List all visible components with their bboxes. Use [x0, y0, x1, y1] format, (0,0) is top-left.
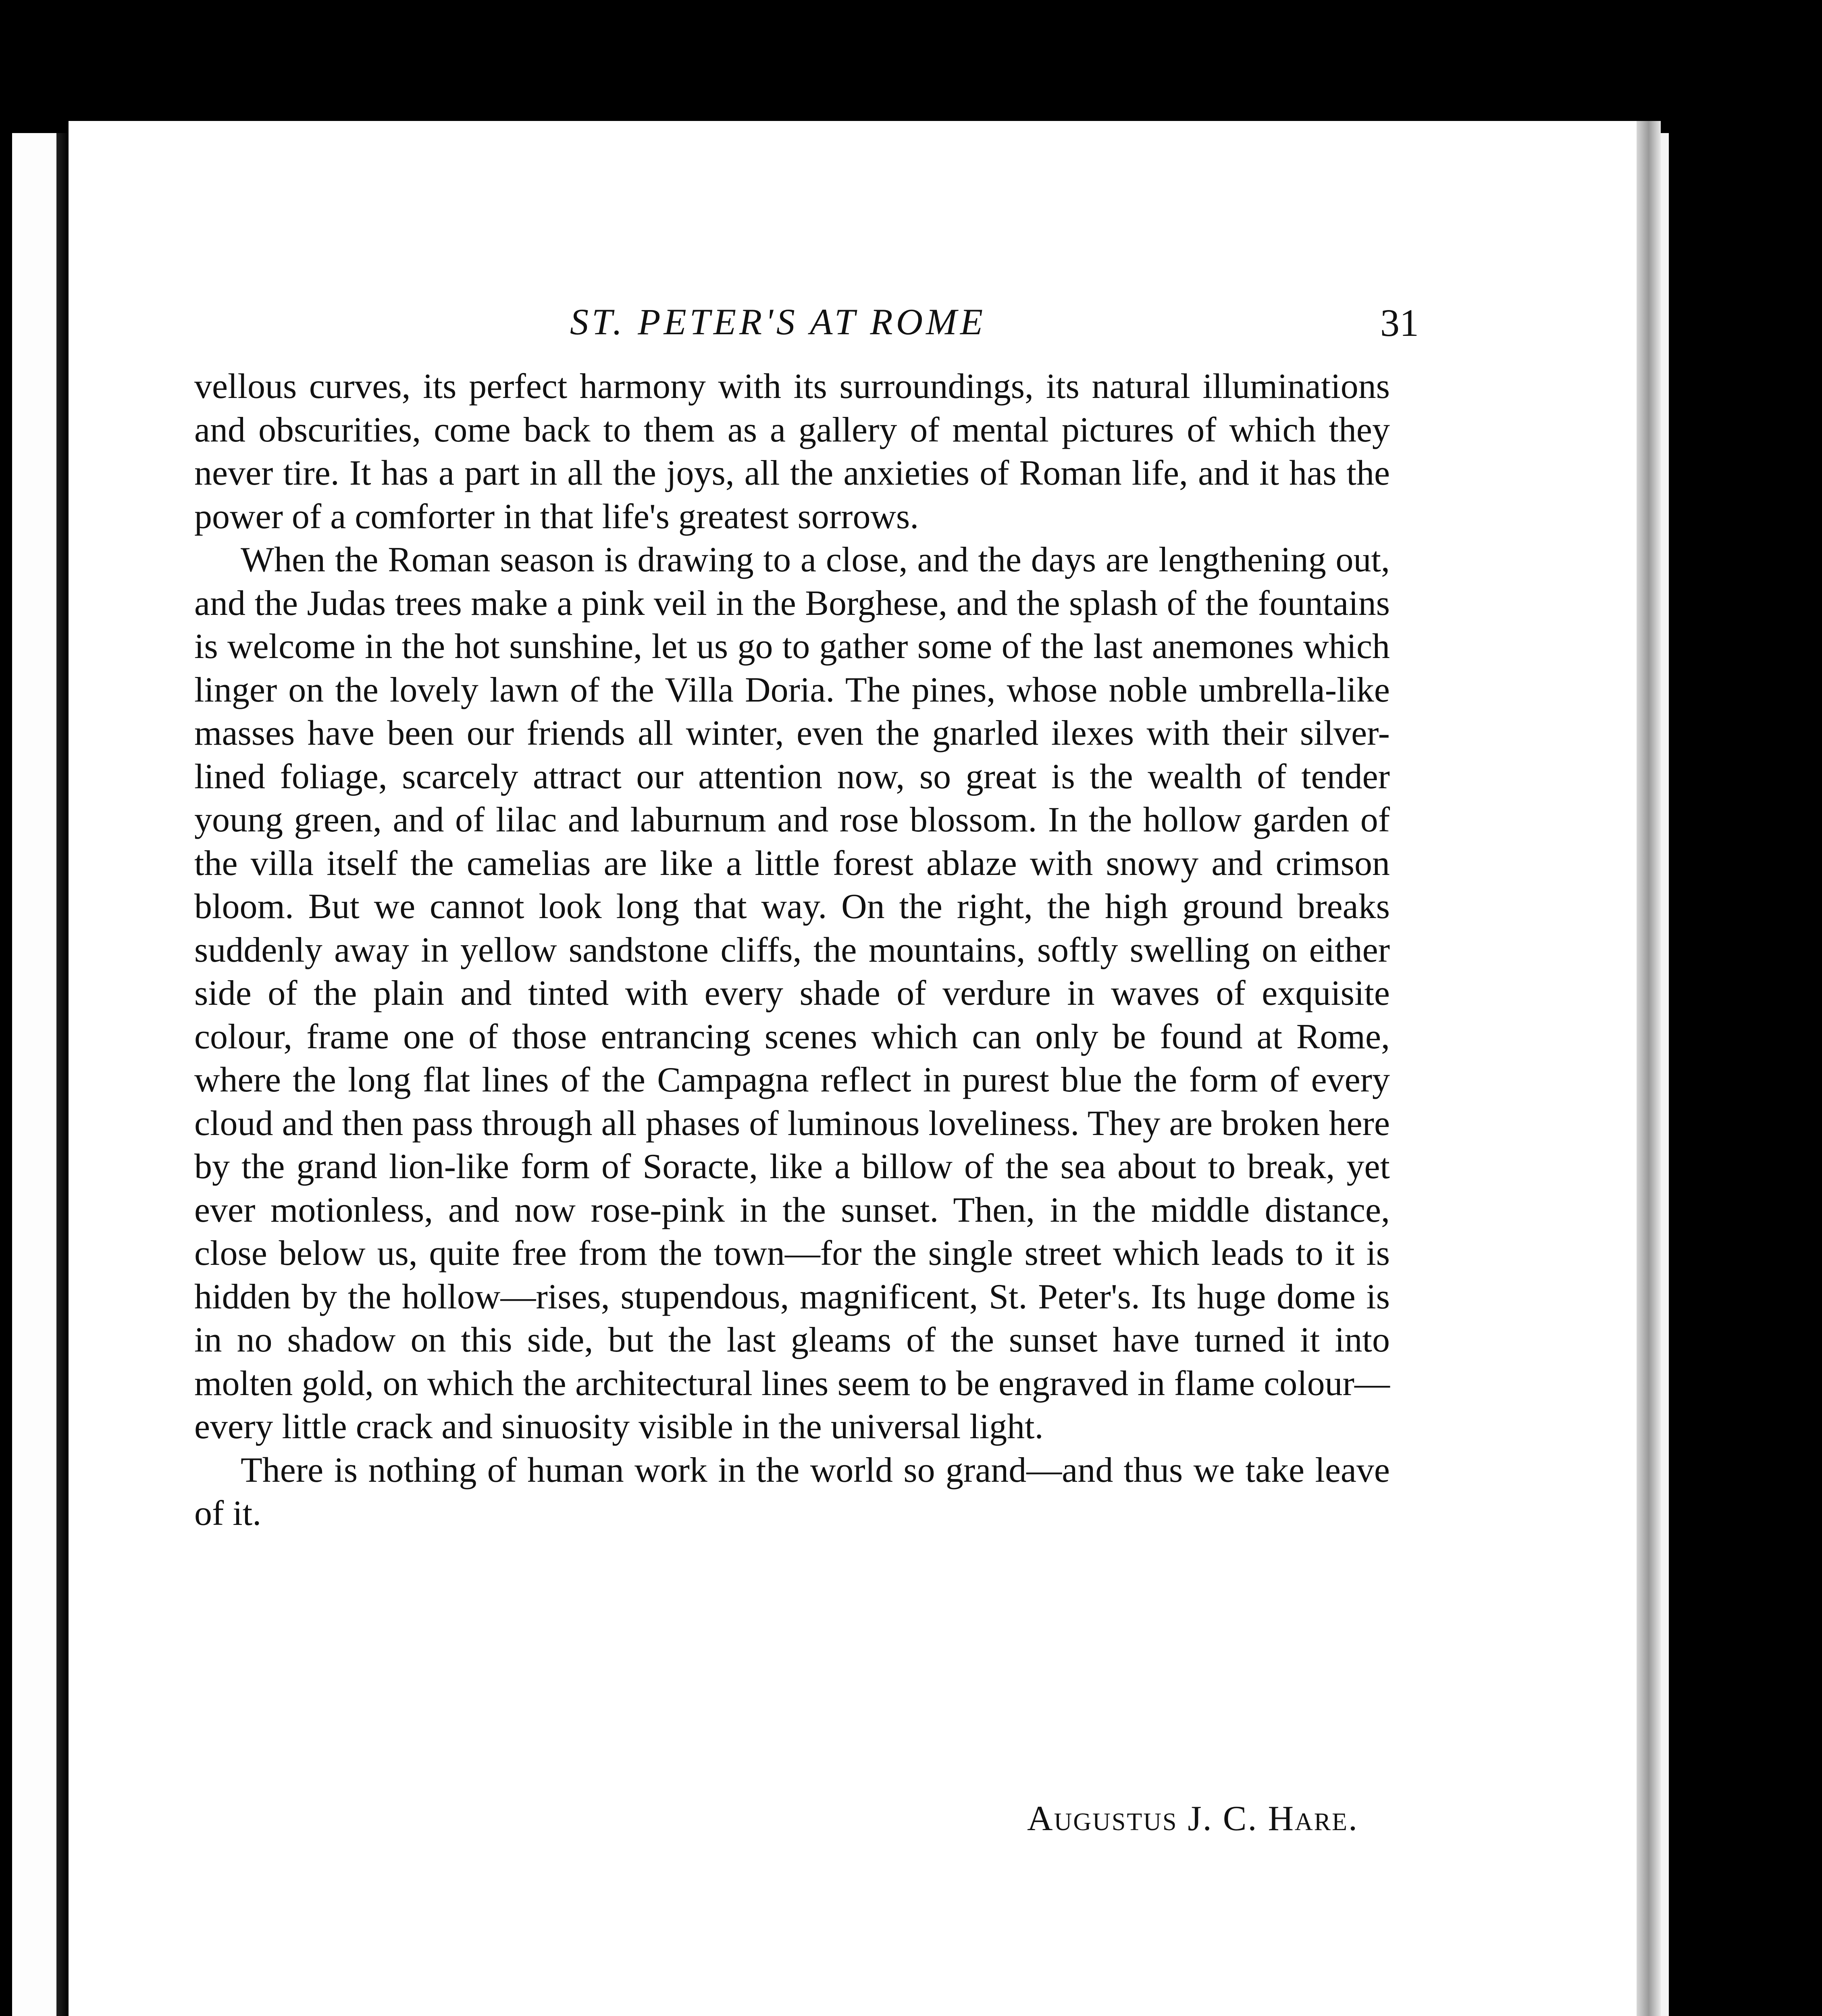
paragraph-1: vellous curves, its perfect harmony with its surroundings, its natural illuminations and obscurities, come back to them as a gallery of mental pictures of which they never tire. It has a part in all the joys, all the anxieties of Roman life, and it has the power of a comforter in that life's greatest sorrows. [194, 367, 1390, 536]
running-head-title: ST. PETER'S AT ROME [570, 301, 986, 342]
running-head [193, 300, 1419, 353]
page-stack-edge [1661, 133, 1669, 2016]
author-signature: Augustus J. C. Hare. [1027, 1799, 1358, 1838]
page-number: 31 [1380, 301, 1419, 344]
page-edge-shadow [1637, 121, 1661, 2016]
paragraph-2: When the Roman season is drawing to a close, and the days are lengthening out, and the Judas trees make a pink veil in the Borghese, and the splash of the fountains is welcome in the hot sunshine, let us go to gather some of the last anemones which linger on the lovely lawn of the Villa Doria. The pines, whose noble umbrella-like masses have been our friends all winter, even the gnarled ilexes with their silver-lined foliage, scarcely attract our attention now, so great is the wealth of tender young green, and of lilac and laburnum and rose blossom. In the hollow garden of the villa itself the camelias are like a little forest ablaze with snowy and crimson bloom. But we cannot look long that way. On the right, the high ground breaks suddenly away in yellow sandstone cliffs, the mountains, softly swelling on either side of the plain and tinted with every shade of verdure in waves of exquisite colour, frame one of those entrancing scenes which can only be found at Rome, where the long flat lines of the Campagna reflect in purest blue the form of every cloud and then pass through all phases of luminous loveliness. They are broken here by the grand lion-like form of Soracte, like a billow of the sea about to break, yet ever motionless, and now rose-pink in the sunset. Then, in the middle distance, close below us, quite free from the town—for the single street which leads to it is hidden by the hollow—rises, stupendous, magnificent, St. Peter's. Its huge dome is in no shadow on this side, but the last gleams of the sunset have turned it into molten gold, on which the architectural lines seem to be engraved in flame colour—every little crack and sinuosity visible in the universal light. [194, 540, 1390, 1446]
paragraph-3: There is nothing of human work in the world so grand—and thus we take leave of it. [194, 1450, 1390, 1533]
gutter-shadow [56, 133, 69, 2016]
facing-page-edge [12, 133, 56, 2016]
body-text [194, 365, 1390, 1535]
